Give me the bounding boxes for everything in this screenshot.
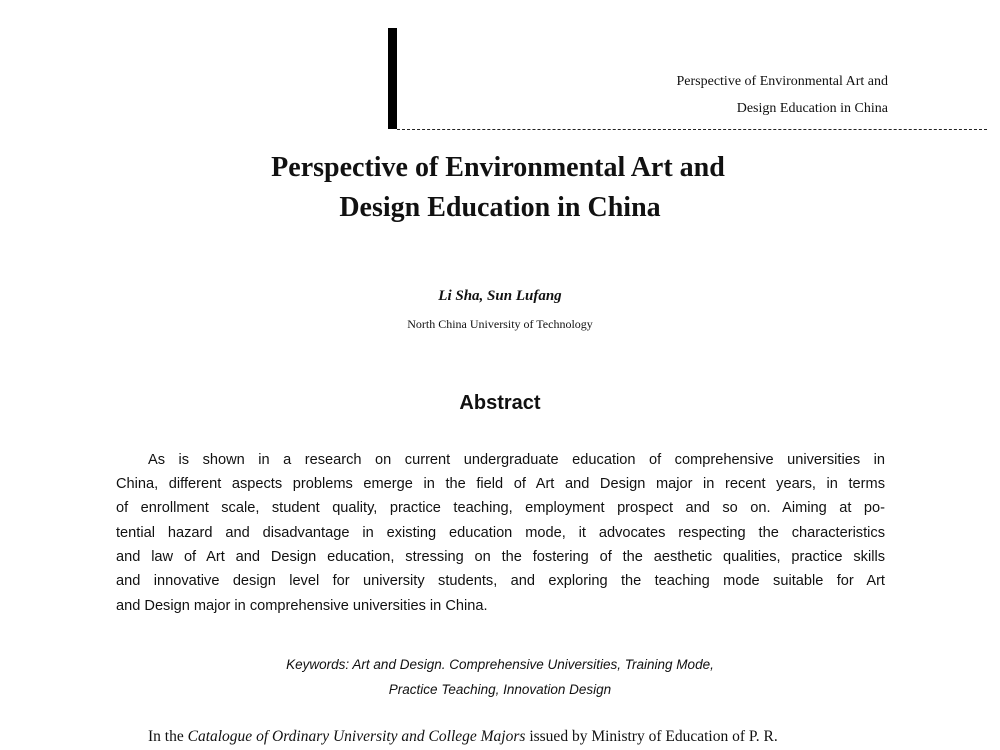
body-text: In the: [148, 728, 188, 745]
abstract-line: China, different aspects problems emerge in the field of Art and Design major in recent years, in terms: [116, 476, 885, 492]
running-header-line2: Design Education in China: [736, 101, 888, 116]
authors: Li Sha, Sun Lufang: [438, 288, 562, 304]
keywords-line2: Practice Teaching, Innovation Design: [388, 682, 612, 697]
header-bar: [388, 28, 397, 129]
keywords-line1: [0, 657, 1000, 672]
keywords-label: Keywords:: [286, 657, 350, 672]
header-rule: [397, 129, 987, 130]
body-paragraph: [148, 728, 778, 746]
affiliation: North China University of Technology: [407, 317, 593, 331]
abstract-heading: Abstract: [459, 392, 541, 414]
keywords-list: Art and Design. Comprehensive Universities, Training Mode,: [352, 657, 714, 672]
abstract-line: and law of Art and Design education, stressing on the fostering of the aesthetic qualities, practice skills: [116, 549, 885, 565]
abstract-line: and innovative design level for university students, and exploring the teaching mode suitable for Art: [116, 573, 885, 589]
body-italic-title: Catalogue of Ordinary University and College Majors: [187, 728, 526, 745]
abstract-line: tential hazard and disadvantage in existing education mode, it advocates respecting the characteristics: [116, 525, 885, 541]
title-line1: Perspective of Environmental Art and: [271, 152, 725, 183]
body-text: issued by Ministry of Education of P. R.: [525, 728, 778, 745]
abstract-line: and Design major in comprehensive universities in China.: [116, 598, 488, 614]
title-line2: Design Education in China: [339, 192, 661, 223]
abstract-line: of enrollment scale, student quality, practice teaching, employment prospect and so on. Aiming at po-: [116, 500, 885, 516]
running-header-line1: Perspective of Environmental Art and: [676, 74, 888, 89]
abstract-line: As is shown in a research on current undergraduate education of comprehensive universities in: [148, 452, 885, 468]
